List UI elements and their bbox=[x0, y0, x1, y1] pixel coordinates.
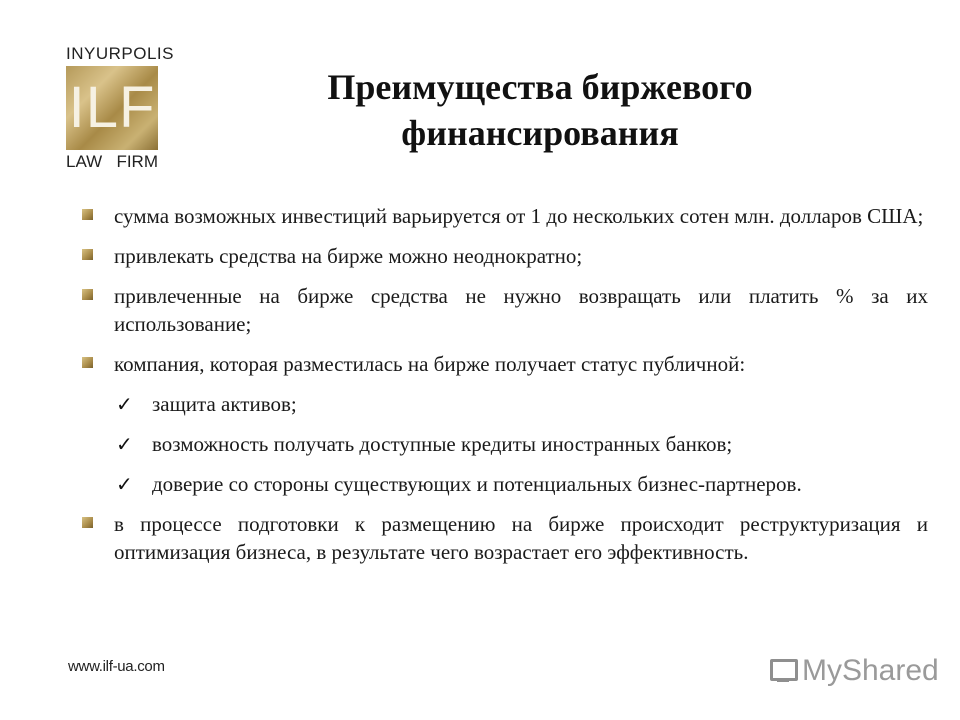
checkmark-icon: ✓ bbox=[116, 392, 133, 416]
bullet-text: сумма возможных инвестиций варьируется от 1 до нескольких сотен млн. долларов США; bbox=[114, 204, 924, 228]
check-text: защита активов; bbox=[152, 392, 297, 416]
gold-square-bullet-icon bbox=[82, 357, 93, 368]
bullet-item bbox=[82, 202, 928, 230]
bullet-text: привлекать средства на бирже можно неоднократно; bbox=[114, 244, 583, 268]
check-item bbox=[82, 390, 928, 418]
website-url: www.ilf-ua.com bbox=[68, 658, 165, 675]
slide-content bbox=[82, 202, 928, 578]
logo-gold-box bbox=[66, 66, 158, 150]
checkmark-icon: ✓ bbox=[116, 472, 133, 496]
check-text: доверие со стороны существующих и потенциальных бизнес-партнеров. bbox=[152, 472, 802, 496]
logo-bottom-left: LAW bbox=[66, 152, 103, 171]
logo-top-text: INYURPOLIS bbox=[66, 44, 174, 63]
bullet-item bbox=[82, 350, 928, 378]
bullet-text: привлеченные на бирже средства не нужно возвращать или платить % за их использование; bbox=[114, 284, 928, 336]
gold-square-bullet-icon bbox=[82, 289, 93, 300]
company-logo bbox=[66, 44, 174, 179]
bullet-text: компания, которая разместилась на бирже получает статус публичной: bbox=[114, 352, 746, 376]
bullet-item bbox=[82, 510, 928, 566]
gold-square-bullet-icon bbox=[82, 249, 93, 260]
bullet-text: в процессе подготовки к размещению на бирже происходит реструктуризация и оптимизация бизнеса, в результате чего возрастает его эффективность. bbox=[114, 512, 928, 564]
check-item bbox=[82, 470, 928, 498]
gold-square-bullet-icon bbox=[82, 517, 93, 528]
logo-bottom-right: FIRM bbox=[116, 152, 158, 171]
logo-monogram: ILF bbox=[68, 75, 156, 140]
logo-bottom-text bbox=[66, 152, 158, 172]
check-item bbox=[82, 430, 928, 458]
gold-square-bullet-icon bbox=[82, 209, 93, 220]
bullet-item bbox=[82, 242, 928, 270]
bullet-item bbox=[82, 282, 928, 338]
checkmark-icon: ✓ bbox=[116, 432, 133, 456]
monitor-icon bbox=[768, 657, 798, 685]
watermark bbox=[768, 654, 939, 688]
check-text: возможность получать доступные кредиты иностранных банков; bbox=[152, 432, 733, 456]
watermark-text: MyShared bbox=[802, 654, 939, 687]
slide-title: Преимущества биржевого финансирования bbox=[327, 67, 753, 153]
